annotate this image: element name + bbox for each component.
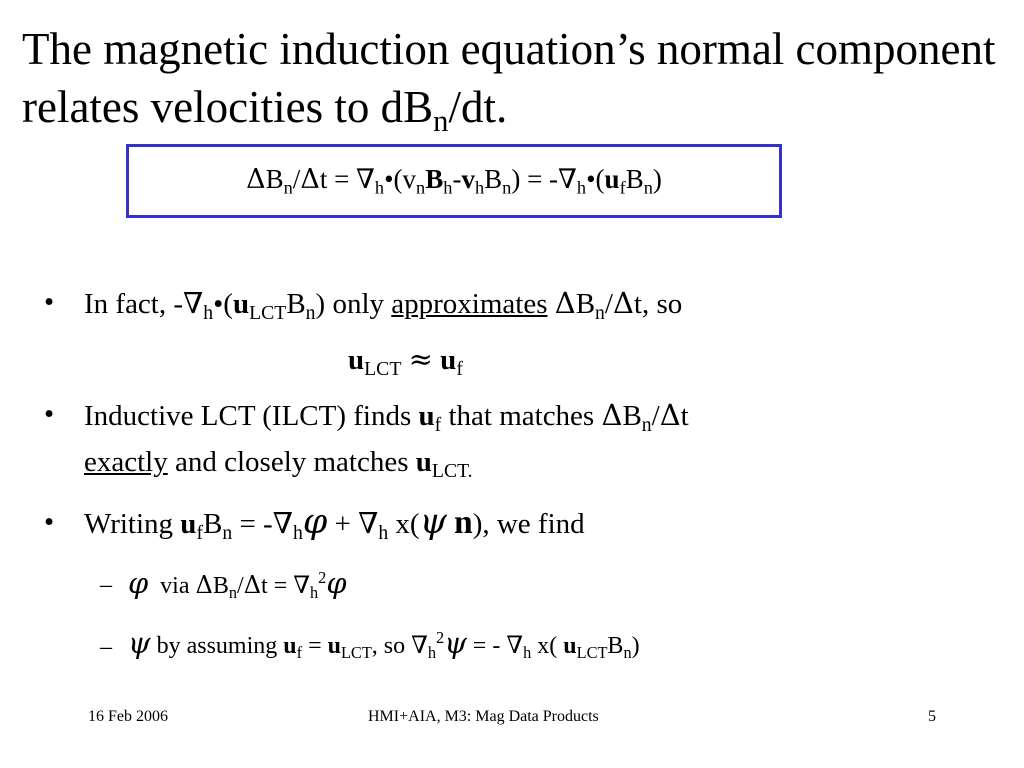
bullet-1-line-2: $u_{LCT} \approx u_f$: [348, 342, 463, 380]
title-text-end: /dt.: [448, 82, 508, 132]
footer-page-number: 5: [928, 708, 936, 725]
title-subscript: n: [433, 104, 449, 139]
equation-box: [126, 144, 782, 218]
title-text: The magnetic induction equation’s normal component relates velocities to dB: [22, 24, 996, 132]
slide-title: [22, 20, 1012, 150]
underlined-exactly: exactly: [84, 446, 168, 478]
subbullet-1: φ via $\Delta B_n/\Delta t = \nabla_h^2\varphi$: [128, 566, 347, 602]
equation: $\Delta B_n/\Delta t$ = $\nabla_h•(v_nB_h-v_hB_n)$ = $-\nabla_h•(u_fB_n)$: [246, 163, 662, 198]
subbullet-2: ψ by assuming $u_f = u_{LCT}$, so $\nabla_h^2\psi$ = - $\nabla_h$ x( $u_{LCT}B_n$): [128, 626, 640, 662]
footer-title: HMI+AIA, M3: Mag Data Products: [368, 708, 599, 725]
subbullet-dash: –: [100, 572, 112, 598]
bullet-2-line-1: Inductive LCT (ILCT) finds $u_f$ that matches $\Delta B_n/\Delta t$: [84, 398, 689, 436]
bullet-2-line-2: exactly and closely matches $u_{LCT.}$: [84, 446, 473, 482]
bullet-3-line-1: Writing $u_fB_n = -\nabla_h\varphi + \nabla_h$ x(ψ n), we find: [84, 502, 585, 544]
subbullet-dash: –: [100, 634, 112, 660]
bullet-1-line-1: In fact, $-\nabla_h•(u_{LCT}B_n)$ only approximates $\Delta B_n/\Delta t$, so: [84, 286, 683, 324]
bullet-dot: •: [44, 286, 55, 318]
bullet-dot: •: [44, 398, 55, 430]
underlined-approximates: approximates: [391, 288, 548, 320]
bullet-dot: •: [44, 506, 55, 538]
footer-date: 16 Feb 2006: [88, 708, 168, 725]
